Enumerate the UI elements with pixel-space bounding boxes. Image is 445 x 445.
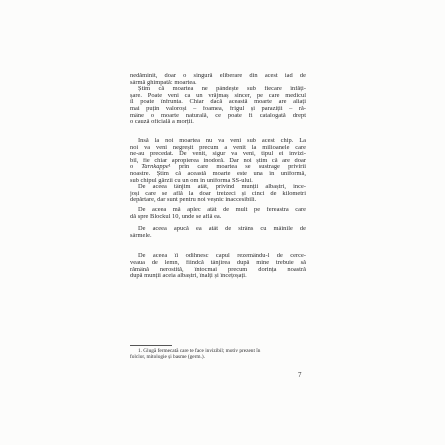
footnote-separator: [130, 345, 172, 346]
text-line: veaua de lemn, fiindcă tânjirea după mine trebuie să: [130, 259, 306, 266]
paragraph: [130, 73, 306, 86]
paragraph: [130, 226, 306, 239]
text-line: bil, fie chiar apropierea inodoră. Dar noi știm că are doar: [130, 157, 306, 164]
text-line: sârmă ghimpată: moartea.: [130, 79, 197, 86]
footnote-line: folclor, mitologie și basme (germ.).: [130, 354, 205, 360]
text-line: joși care se află la doar treizeci și cinci de kilometri: [130, 190, 306, 197]
text-line: o cauză oficială a morții.: [130, 119, 194, 126]
paragraph: [130, 86, 306, 126]
footnote-line: 1. Glugă fermecată care te face invizibil; motiv prezent în: [138, 348, 261, 354]
text-line: sârmele.: [130, 232, 152, 239]
text-line: depărtare, dar sunt pentru noi veșnic inaccesibili.: [130, 197, 257, 204]
text-line: rămână nerostită, întocmai precum dorința noastră: [130, 266, 306, 273]
paragraph: [130, 184, 306, 204]
italic-term: Tarnkappe: [141, 164, 169, 171]
text-line: după munții aceia albaștri, înalți și încețoșați.: [130, 273, 247, 280]
text-fragment: o: [130, 164, 142, 171]
text-line: ne-au precedat. De venit, sigur va veni, tipul ei invizi-: [130, 151, 306, 158]
text-line: sub chipul gărzii cu un om în uniforma SS-ului.: [130, 177, 253, 184]
text-line: De aceea mă aplec atât de mult pe fereastra care: [138, 206, 306, 213]
text-line: noastre. Știm că această moarte este una în uniformă,: [130, 170, 306, 177]
text-line: Știm că moartea ne pândește sub fiecare înfăți-: [138, 86, 306, 93]
text-block-top: [130, 73, 306, 126]
text-line: [130, 164, 306, 171]
text-line: De aceea îi odihnesc capul rezemându-l de cerce-: [138, 253, 306, 260]
text-line: șare. Poate veni ca un vrăjmaș sincer, pe care medicul: [130, 92, 306, 99]
paragraph: [130, 253, 306, 279]
text-fragment: ¹ prin care moartea se sustrage privirii: [168, 164, 306, 171]
text-line: îl poate înfrunta. Chiar dacă această moarte are aliați: [130, 99, 306, 106]
text-line: noi va veni negreșit precum a venit la milioanele care: [130, 144, 306, 151]
text-block-main: [130, 138, 306, 280]
text-line: Însă la noi moartea nu va veni sub acest chip. La: [138, 138, 306, 144]
text-line: De aceea tânjim atât, privind munții albaștri, ince-: [138, 184, 306, 191]
text-line: De aceea apucă ea atât de strâns cu mâinile de: [138, 226, 306, 233]
page-number: 7: [298, 371, 302, 379]
text-line: mâne o moarte naturală, ce poate fi catalogată drept: [130, 112, 306, 119]
text-line: nedăminit, doar o singură eliberare din acest iad de: [130, 73, 306, 79]
text-line: mai puțin valoroși – foamea, frigul și paraziții – ră-: [130, 105, 306, 112]
paragraph: [130, 138, 306, 184]
paragraph: [130, 207, 306, 220]
footnote: [130, 348, 306, 360]
text-line: dă spre Blockul 10, unde se află ea.: [130, 213, 222, 220]
